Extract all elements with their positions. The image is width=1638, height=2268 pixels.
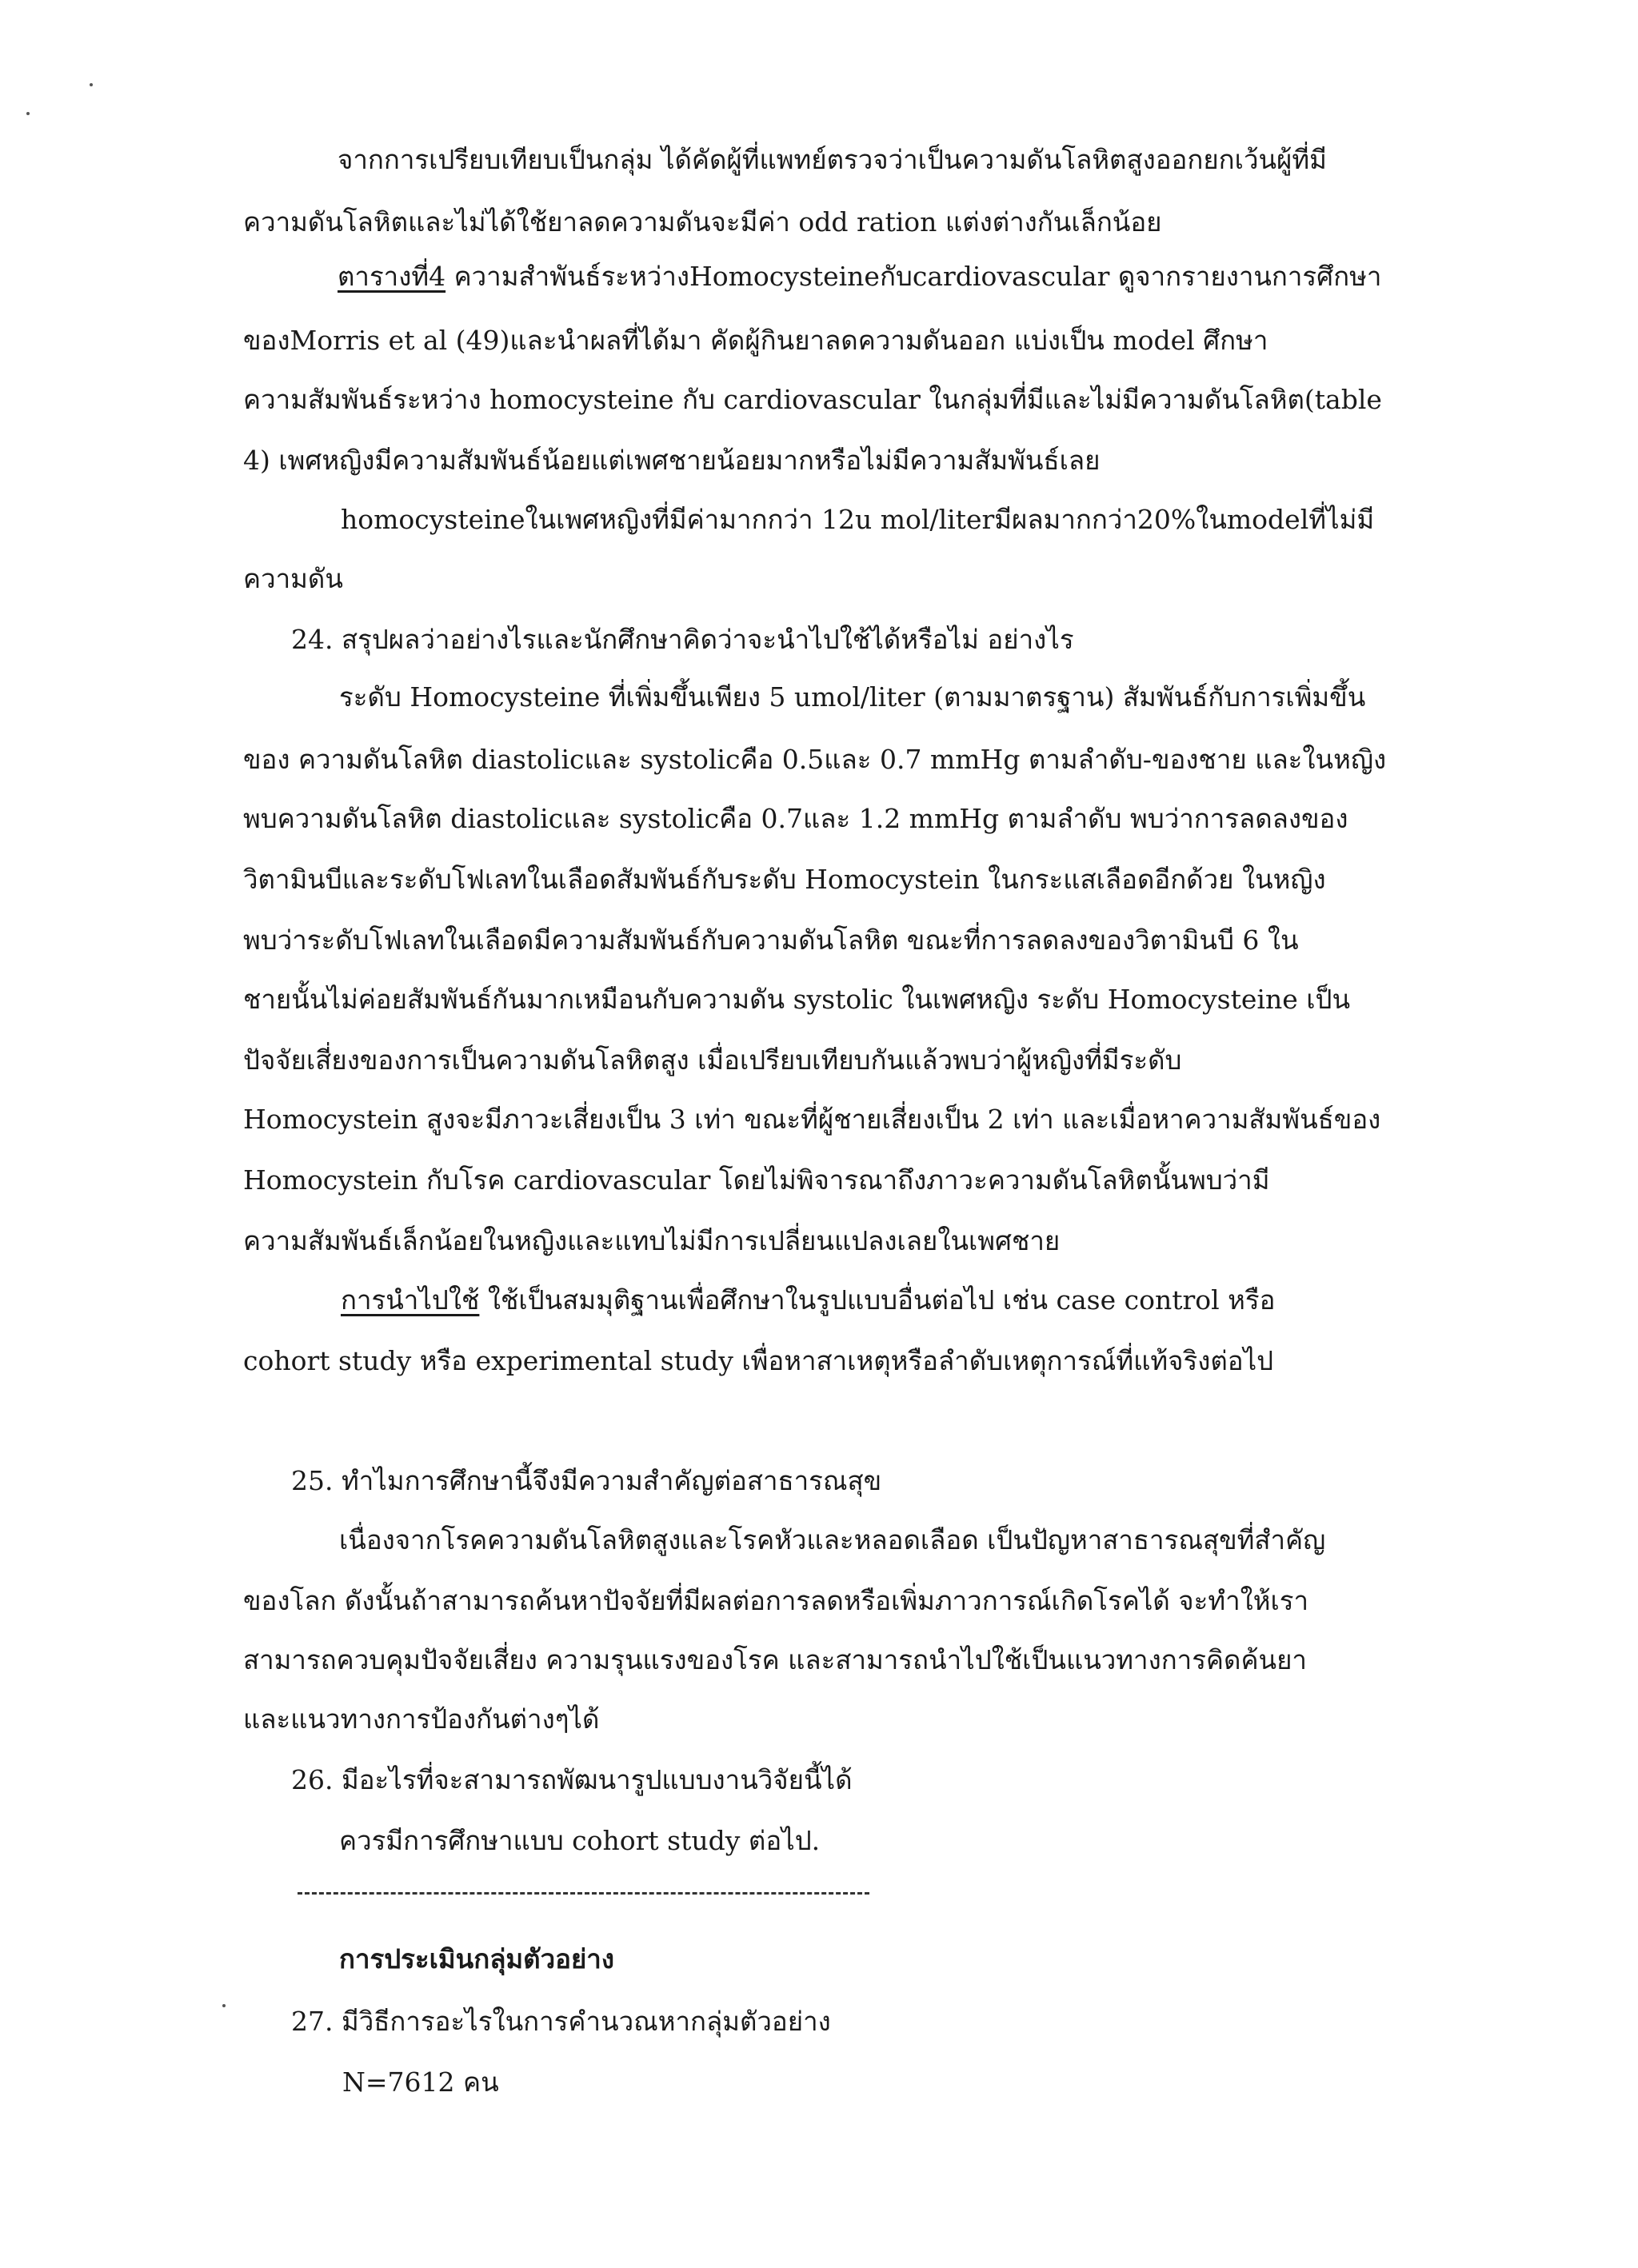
q24-application-line-2: cohort study หรือ experimental study เพื่อหาสาเหตุหรือลำดับเหตุการณ์ที่แท้จริงต่อไป [243,1345,1274,1376]
q24-line-6: ชายนั้นไม่ค่อยสัมพันธ์กันมากเหมือนกับความดัน systolic ในเพศหญิง ระดับ Homocysteine เป็น [243,984,1351,1015]
q26-heading: 26. มีอะไรที่จะสามารถพัฒนารูปแบบงานวิจัยนี้ได้ [291,1764,853,1795]
q27-answer: N=7612 คน [342,2066,499,2098]
q25-line-1: เนื่องจากโรคความดันโลหิตสูงและโรคหัวและหลอดเลือด เป็นปัญหาสาธารณสุขที่สำคัญ [339,1524,1326,1555]
table4-line-1 [338,256,1381,297]
q24-line-7: ปัจจัยเสี่ยงของการเป็นความดันโลหิตสูง เมื่อเปรียบเทียบกันแล้วพบว่าผู้หญิงที่มีระดับ [243,1044,1182,1076]
table4-line-1-text: ความสำพันธ์ระหว่างHomocysteineกับcardiovascular ดูจากรายงานการศึกษา [445,261,1382,292]
scan-speck [90,83,93,86]
q24-heading: 24. สรุปผลว่าอย่างไรและนักศึกษาคิดว่าจะนำไปใช้ได้หรือไม่ อย่างไร [291,624,1074,655]
dashed-divider [298,1892,869,1895]
q24-line-1: ระดับ Homocysteine ที่เพิ่มขึ้นเพียง 5 umol/liter (ตามมาตรฐาน) สัมพันธ์กับการเพิ่มขึ้น [339,681,1366,713]
q25-heading: 25. ทำไมการศึกษานี้จึงมีความสำคัญต่อสาธารณสุข [291,1465,882,1496]
scan-speck [26,112,30,115]
table4-label: ตารางที่4 [338,261,446,292]
q24-line-4: วิตามินบีและระดับโฟเลทในเลือดสัมพันธ์กับระดับ Homocystein ในกระแสเลือดอีกด้วย ในหญิง [243,864,1326,895]
table4-line-4: 4) เพศหญิงมีความสัมพันธ์น้อยแต่เพศชายน้อยมากหรือไม่มีความสัมพันธ์เลย [243,445,1101,476]
section-title-sample: การประเมินกลุ่มตัวอย่าง [339,1943,614,1975]
homocysteine-note-line-1: homocysteineในเพศหญิงที่มีค่ามากกว่า 12u mol/literมีผลมากกว่า20%ในmodelที่ไม่มี [341,504,1375,535]
q25-line-3: สามารถควบคุมปัจจัยเสี่ยง ความรุนแรงของโรค และสามารถนำไปใช้เป็นแนวทางการคิดค้นยา [243,1644,1307,1675]
q25-line-4: และแนวทางการป้องกันต่างๆได้ [243,1703,600,1735]
q24-line-9: Homocystein กับโรค cardiovascular โดยไม่พิจารณาถึงภาวะความดันโลหิตนั้นพบว่ามี [243,1164,1270,1196]
application-text: ใช้เป็นสมมุติฐานเพื่อศึกษาในรูปแบบอื่นต่อไป เช่น case control หรือ [479,1284,1276,1316]
homocysteine-note-line-2: ความดัน [243,563,343,594]
q24-line-10: ความสัมพันธ์เล็กน้อยในหญิงและแทบไม่มีการเปลี่ยนแปลงเลยในเพศชาย [243,1225,1061,1256]
q24-line-5: พบว่าระดับโฟเลทในเลือดมีความสัมพันธ์กับความดันโลหิต ขณะที่การลดลงของวิตามินบี 6 ใน [243,924,1299,956]
q24-application-line-1 [341,1280,1275,1321]
q24-line-2: ของ ความดันโลหิต diastolicและ systolicคือ 0.5และ 0.7 mmHg ตามลำดับ-ของชาย และในหญิง [243,744,1387,775]
table4-line-2: ของMorris et al (49)และนำผลที่ได้มา คัดผู้กินยาลดความดันออก แบ่งเป็น model ศึกษา [243,325,1268,356]
intro-line-2: ความดันโลหิตและไม่ได้ใช้ยาลดความดันจะมีค่า odd ration แต่งต่างกันเล็กน้อย [243,206,1162,238]
q27-heading: 27. มีวิธีการอะไรในการคำนวณหากลุ่มตัวอย่าง [291,2006,831,2037]
q26-answer: ควรมีการศึกษาแบบ cohort study ต่อไป. [339,1825,821,1856]
intro-line-1: จากการเปรียบเทียบเป็นกลุ่ม ได้คัดผู้ที่แพทย์ตรวจว่าเป็นความดันโลหิตสูงออกยกเว้นผู้ที่มี [338,144,1327,175]
q24-line-3: พบความดันโลหิต diastolicและ systolicคือ 0.7และ 1.2 mmHg ตามลำดับ พบว่าการลดลงของ [243,803,1348,834]
q25-line-2: ของโลก ดังนั้นถ้าสามารถค้นหาปัจจัยที่มีผลต่อการลดหรือเพิ่มภาวการณ์เกิดโรคได้ จะทำให้เรา [243,1585,1309,1616]
scan-speck [222,2004,226,2007]
q24-line-8: Homocystein สูงจะมีภาวะเสี่ยงเป็น 3 เท่า ขณะที่ผู้ชายเสี่ยงเป็น 2 เท่า และเมื่อหาความสัมพันธ์ของ [243,1104,1381,1135]
table4-line-3: ความสัมพันธ์ระหว่าง homocysteine กับ cardiovascular ในกลุ่มที่มีและไม่มีความดันโลหิต(table [243,384,1382,415]
application-label: การนำไปใช้ [341,1284,480,1316]
